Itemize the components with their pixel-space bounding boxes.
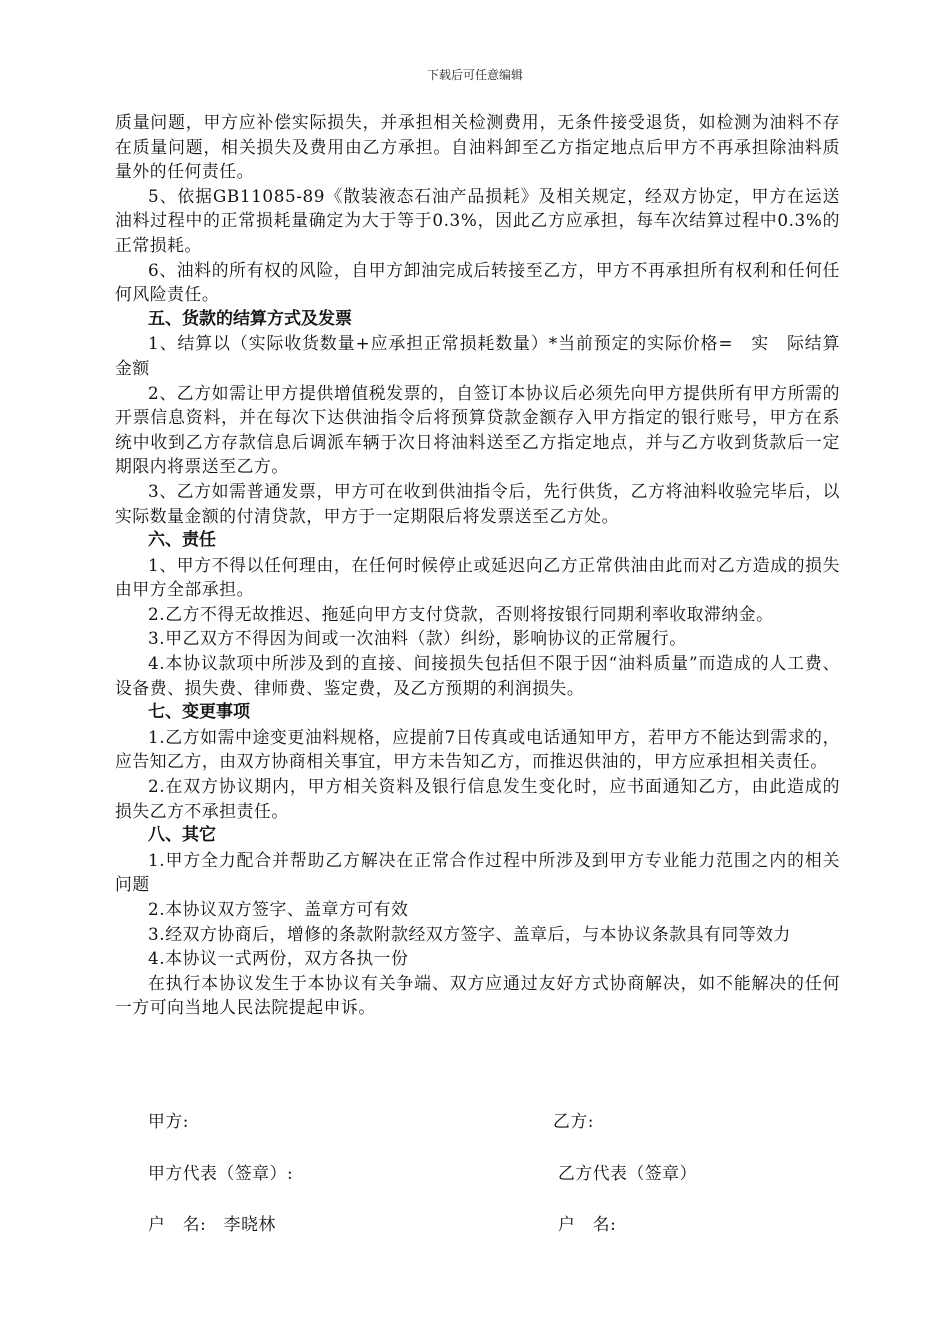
body-paragraph: 2.乙方不得无故推迟、拖延向甲方支付贷款，否则将按银行同期利率收取滞纳金。: [148, 603, 774, 624]
body-paragraph: 在执行本协议发生于本协议有关争端、双方应通过友好方式协商解决，如不能解决的任何一方可向当地人民法院提起申诉。: [115, 972, 840, 1018]
document-body: [115, 110, 840, 1020]
signature-row-representative: [148, 1160, 848, 1184]
body-paragraph: 2.本协议双方签字、盖章方可有效: [148, 899, 409, 919]
body-paragraph: 2.在双方协议期内，甲方相关资料及银行信息发生变化时，应书面通知乙方，由此造成的损失乙方不承担责任。: [115, 776, 840, 821]
body-paragraph: 4.本协议款项中所涉及到的直接、间接损失包括但不限于因“油料质量”而造成的人工费、设备费、损失费、律师费、鉴定费，及乙方预期的利润损失。: [115, 653, 840, 698]
body-paragraph: 3.甲乙双方不得因为间或一次油料（款）纠纷，影响协议的正常履行。: [148, 628, 687, 649]
body-paragraph: 2、乙方如需让甲方提供增值税发票的，自签订本协议后必须先向甲方提供所有甲方所需的开票信息资料，并在每次下达供油指令后将预算贷款金额存入甲方指定的银行账号，甲方在系统中收到乙方存款信息后调派车辆于次日将油料送至乙方指定地点，并与乙方收到货款后一定期限内将票送至乙方。: [115, 382, 840, 477]
body-paragraph: 质量问题，甲方应补偿实际损失，并承担相关检测费用，无条件接受退货，如检测为油料不存在质量问题，相关损失及费用由乙方承担。自油料卸至乙方指定地点后甲方不再承担除油料质量外的任何责任。: [115, 112, 840, 182]
signature-row-account: [148, 1211, 848, 1235]
body-paragraph: 5、依据GB11085-89《散装液态石油产品损耗》及相关规定，经双方协定，甲方在运送油料过程中的正常损耗量确定为大于等于0.3%，因此乙方应承担，每车次结算过程中0.3%的正常损耗。: [115, 185, 840, 255]
body-paragraph: 1、结算以（实际收货数量+应承担正常损耗数量）*当前预定的实际价格= 实 际结算金额: [115, 333, 840, 378]
body-paragraph: 3、乙方如需普通发票，甲方可在收到供油指令后，先行供货，乙方将油料收验完毕后，以实际数量金额的付清贷款，甲方于一定期限后将发票送至乙方处。: [115, 480, 840, 526]
page-header: 下载后可任意编辑: [426, 68, 523, 82]
body-paragraph: 3.经双方协商后，增修的条款附款经双方签字、盖章后，与本协议条款具有同等效力: [148, 923, 791, 944]
body-paragraph: 4.本协议一式两份，双方各执一份: [148, 948, 409, 969]
body-paragraph: 1、甲方不得以任何理由，在任何时候停止或延迟向乙方正常供油由此而对乙方造成的损失由甲方全部承担。: [115, 554, 840, 600]
section-heading: 七、变更事项: [148, 702, 250, 723]
party-b-representative: 乙方代表（签章）: [558, 1163, 698, 1183]
section-heading: 六、责任: [148, 530, 216, 551]
party-a-account-name: 户 名: 李晓林: [148, 1214, 276, 1234]
body-paragraph: 6、油料的所有权的风险，自甲方卸油完成后转接至乙方，甲方不再承担所有权利和任何任何风险责任。: [115, 259, 840, 305]
section-heading: 八、其它: [148, 825, 216, 846]
body-paragraph: 1.甲方全力配合并帮助乙方解决在正常合作过程中所涉及到甲方专业能力范围之内的相关问题: [115, 849, 840, 895]
party-a-representative: 甲方代表（签章）:: [148, 1163, 294, 1183]
party-a-label: 甲方:: [148, 1111, 190, 1131]
party-b-label: 乙方:: [553, 1111, 595, 1131]
body-paragraph: 1.乙方如需中途变更油料规格，应提前7日传真或电话通知甲方，若甲方不能达到需求的，应告知乙方，由双方协商相关事宜，甲方未告知乙方，而推迟供油的，甲方应承担相关责任。: [115, 726, 840, 772]
party-b-account-name: 户 名:: [558, 1214, 617, 1234]
signature-row-party: [148, 1108, 848, 1132]
section-heading: 五、货款的结算方式及发票: [148, 308, 352, 329]
